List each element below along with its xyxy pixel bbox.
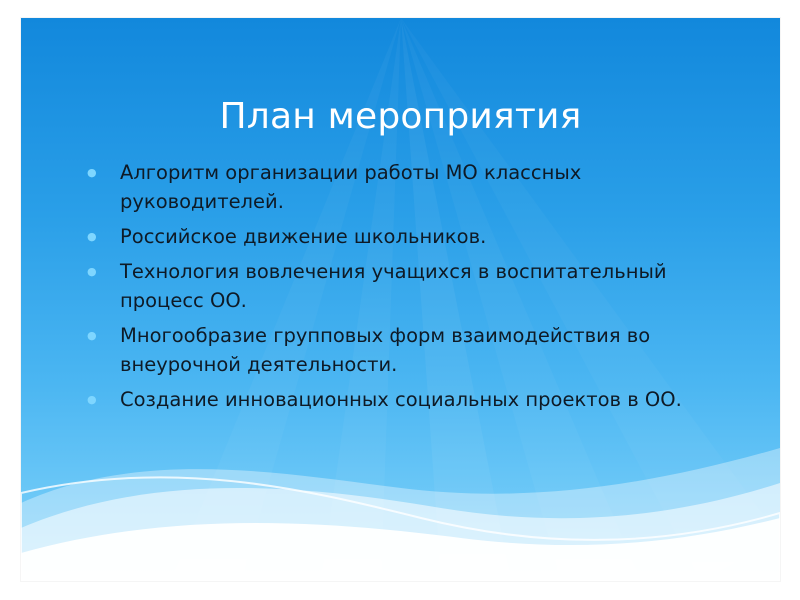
slide <box>21 18 780 581</box>
bullet-text: Российское движение школьников. <box>120 225 487 248</box>
bullet-dot-icon: ● <box>87 265 97 278</box>
wave-decoration <box>21 18 780 581</box>
bullet-dot-icon: ● <box>87 166 97 179</box>
slide-title: План мероприятия <box>219 96 582 137</box>
bullet-dot-icon: ● <box>87 393 97 406</box>
bullet-text: Многообразие групповых форм взаимодействия во внеурочной деятельности. <box>120 324 651 376</box>
bullet-text: Алгоритм организации работы МО классных руководителей. <box>120 161 582 213</box>
bullet-text: Технология вовлечения учащихся в воспитательный процесс ОО. <box>120 260 667 312</box>
bullet-text: Создание инновационных социальных проектов в ОО. <box>120 388 682 411</box>
bullet-dot-icon: ● <box>87 329 97 342</box>
bullet-dot-icon: ● <box>87 230 97 243</box>
